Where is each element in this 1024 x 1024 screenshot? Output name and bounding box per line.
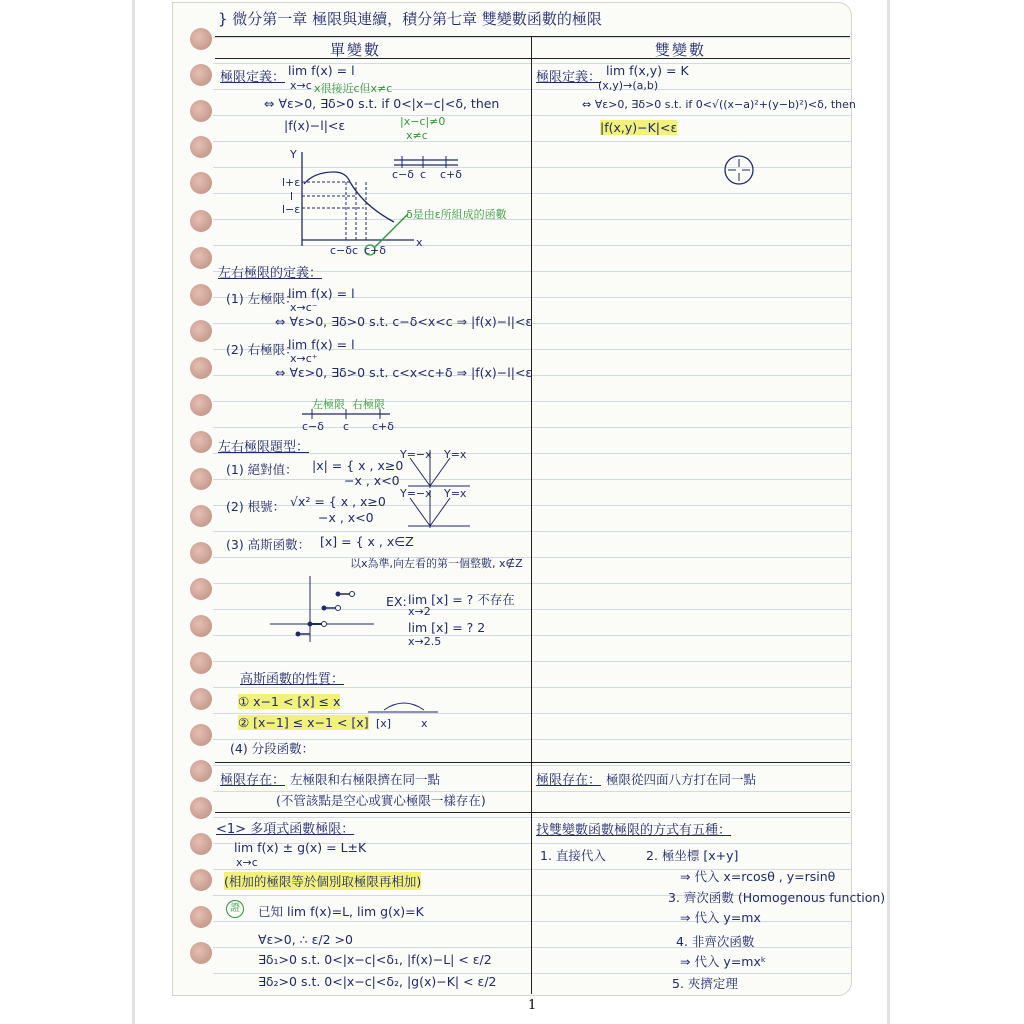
graph-y-3: l−ε bbox=[282, 203, 301, 216]
root-label: (2) 根號： bbox=[226, 499, 286, 514]
gauss-def-1: [x] = { x , x∈Z bbox=[320, 534, 414, 549]
page-title: } 微分第一章 極限與連續，積分第七章 雙變數函數的極限 bbox=[218, 10, 602, 28]
spiral-holes bbox=[176, 0, 226, 1000]
left-lim: lim f(x) = l bbox=[288, 286, 355, 301]
side-axis-2: c bbox=[343, 420, 350, 433]
left-lim-sub: x→c⁻ bbox=[290, 301, 318, 314]
left-def-side1: |x−c|≠0 bbox=[400, 115, 446, 128]
abs-graph-r: Y=x bbox=[444, 448, 467, 461]
right-lim-sub: x→c⁺ bbox=[290, 352, 318, 365]
abs-graph-l: Y=−x bbox=[400, 448, 432, 461]
proof-1: ∀ε>0, ∴ ε/2 >0 bbox=[258, 932, 353, 947]
left-def-eps: ⇔ ∀ε>0, ∃δ>0 s.t. if 0<|x−c|<δ, then bbox=[264, 96, 500, 111]
prop-1: ① x−1 < [x] ≤ x bbox=[238, 694, 341, 709]
header-bottom-line bbox=[215, 58, 850, 59]
left-def-result: |f(x)−l|<ε bbox=[284, 118, 346, 133]
page-number: 1 bbox=[528, 998, 537, 1013]
right-lim-label: (2) 右極限： bbox=[226, 342, 298, 357]
root-def-2: −x , x<0 bbox=[318, 510, 374, 525]
left-lim-label: (1) 左極限： bbox=[226, 291, 298, 306]
right-exist-label: 極限存在： bbox=[536, 773, 602, 788]
poly-note: (相加的極限等於個別取極限再相加) bbox=[224, 874, 422, 889]
poly-sub: x→c bbox=[236, 856, 258, 869]
right-def-result: |f(x,y)−K|<ε bbox=[600, 120, 678, 135]
graph-y-2: l bbox=[290, 190, 294, 203]
method-2: 2. 極坐標 [x+y] bbox=[646, 848, 739, 863]
root-def-1: √x² = { x , x≥0 bbox=[290, 494, 386, 509]
abs-def-2: −x , x<0 bbox=[344, 473, 400, 488]
side-axis-3: c+δ bbox=[372, 420, 394, 433]
method-4: 4. 非齊次函數 bbox=[676, 934, 755, 949]
ex-label: EX: bbox=[386, 594, 407, 609]
lr-label: 左右極限的定義： bbox=[218, 266, 323, 281]
ex-1: lim [x] = ? 不存在 bbox=[408, 592, 515, 607]
side-number-line bbox=[300, 408, 392, 420]
root-graph-l: Y=−x bbox=[400, 487, 432, 500]
prop-2: ② [x−1] ≤ x−1 < [x] bbox=[238, 715, 369, 730]
graph-x-2: c bbox=[352, 244, 359, 257]
side-axis-1: c−δ bbox=[302, 420, 324, 433]
proof-circle: 證 bbox=[226, 900, 244, 918]
nl-label-2: c bbox=[420, 168, 427, 181]
left-column-header: 單變數 bbox=[330, 41, 382, 59]
abs-label: (1) 絕對值： bbox=[226, 462, 298, 477]
gauss-label: (3) 高斯函數： bbox=[226, 537, 311, 552]
ex-2: lim [x] = ? 2 bbox=[408, 620, 486, 635]
right-def-label: 極限定義： bbox=[536, 70, 602, 85]
right-column-header: 雙變數 bbox=[655, 41, 707, 59]
left-exist-text: 左極限和右極限擠在同一點 bbox=[290, 772, 441, 787]
left-exist-note: (不管該點是空心或實心極限一樣存在) bbox=[276, 793, 486, 808]
graph-x-1: c−δ bbox=[330, 244, 352, 257]
header-top-line bbox=[215, 36, 850, 37]
prop-axis-2: x bbox=[421, 717, 428, 730]
gauss-prop: 高斯函數的性質： bbox=[240, 672, 345, 687]
graph-x-3: c+δ bbox=[364, 244, 386, 257]
method-4-sub: ⇒ 代入 y=mxᵏ bbox=[680, 954, 767, 969]
left-def-side2: x≠c bbox=[406, 129, 428, 142]
right-exist-text: 極限從四面八方打在同一點 bbox=[606, 772, 757, 787]
ex-2-sub: x→2.5 bbox=[408, 635, 442, 648]
method-title: 找雙變數函數極限的方式有五種： bbox=[536, 823, 732, 838]
graph-axis-y: Y bbox=[290, 148, 297, 161]
left-def-note: x很接近c但x≠c bbox=[314, 82, 393, 95]
prop-axis-1: [x] bbox=[376, 717, 392, 730]
nl-label-1: c−δ bbox=[392, 168, 414, 181]
root-graph-r: Y=x bbox=[444, 487, 467, 500]
right-def-sub: (x,y)→(a,b) bbox=[598, 79, 659, 92]
abs-def-1: |x| = { x , x≥0 bbox=[312, 458, 404, 473]
graph-y-1: l+ε bbox=[282, 176, 301, 189]
proof-given: 已知 lim f(x)=L, lim g(x)=K bbox=[258, 904, 424, 919]
proof-2: ∃δ₁>0 s.t. 0<|x−c|<δ₁, |f(x)−L| < ε/2 bbox=[258, 952, 492, 967]
page-edge-left bbox=[132, 0, 135, 1024]
gauss-def-2: 以x為準,向左看的第一個整數, x∉Z bbox=[350, 557, 523, 570]
left-lim-def: ⇔ ∀ε>0, ∃δ>0 s.t. c−δ<x<c ⇒ |f(x)−l|<ε bbox=[275, 314, 533, 329]
type-label: 左右極限題型： bbox=[218, 440, 310, 455]
converge-circle bbox=[722, 153, 756, 187]
right-def-eps: ⇔ ∀ε>0, ∃δ>0 s.t. if 0<√((x−a)²+(y−b)²)<δ, then bbox=[582, 98, 856, 111]
proof-3: ∃δ₂>0 s.t. 0<|x−c|<δ₂, |g(x)−K| < ε/2 bbox=[258, 974, 497, 989]
graph-axis-x: x bbox=[416, 236, 423, 249]
method-3-sub: ⇒ 代入 y=mx bbox=[680, 910, 761, 925]
right-lim-def: ⇔ ∀ε>0, ∃δ>0 s.t. c<x<c+δ ⇒ |f(x)−l|<ε bbox=[275, 365, 533, 380]
left-def-sub: x→c bbox=[290, 79, 312, 92]
page-edge-right bbox=[887, 0, 890, 1024]
poly-label: <1> 多項式函數極限： bbox=[216, 822, 355, 837]
method-5: 5. 夾擠定理 bbox=[672, 976, 738, 991]
right-def-lim: lim f(x,y) = K bbox=[606, 63, 689, 78]
gauss-graph bbox=[268, 574, 378, 644]
poly-lim: lim f(x) ± g(x) = L±K bbox=[234, 840, 367, 855]
side-label-left: 左極限 bbox=[312, 398, 345, 411]
method-3: 3. 齊次函數 (Homogenous function) bbox=[668, 890, 886, 905]
delta-note: δ是由ε所組成的函數 bbox=[406, 208, 507, 221]
ex-1-sub: x→2 bbox=[408, 605, 431, 618]
column-divider bbox=[531, 36, 532, 994]
method-1: 1. 直接代入 bbox=[540, 848, 606, 863]
method-2-sub: ⇒ 代入 x=rcosθ , y=rsinθ bbox=[680, 869, 836, 884]
nl-label-3: c+δ bbox=[440, 168, 462, 181]
section-line-2 bbox=[215, 812, 850, 813]
left-def-lim: lim f(x) = l bbox=[288, 63, 355, 78]
right-lim: lim f(x) = l bbox=[288, 337, 355, 352]
section-line-1 bbox=[215, 762, 850, 763]
side-label-right: 右極限 bbox=[352, 398, 385, 411]
left-def-label: 極限定義： bbox=[220, 70, 286, 85]
left-exist-label: 極限存在： bbox=[220, 773, 286, 788]
piecewise-label: (4) 分段函數： bbox=[230, 741, 315, 756]
